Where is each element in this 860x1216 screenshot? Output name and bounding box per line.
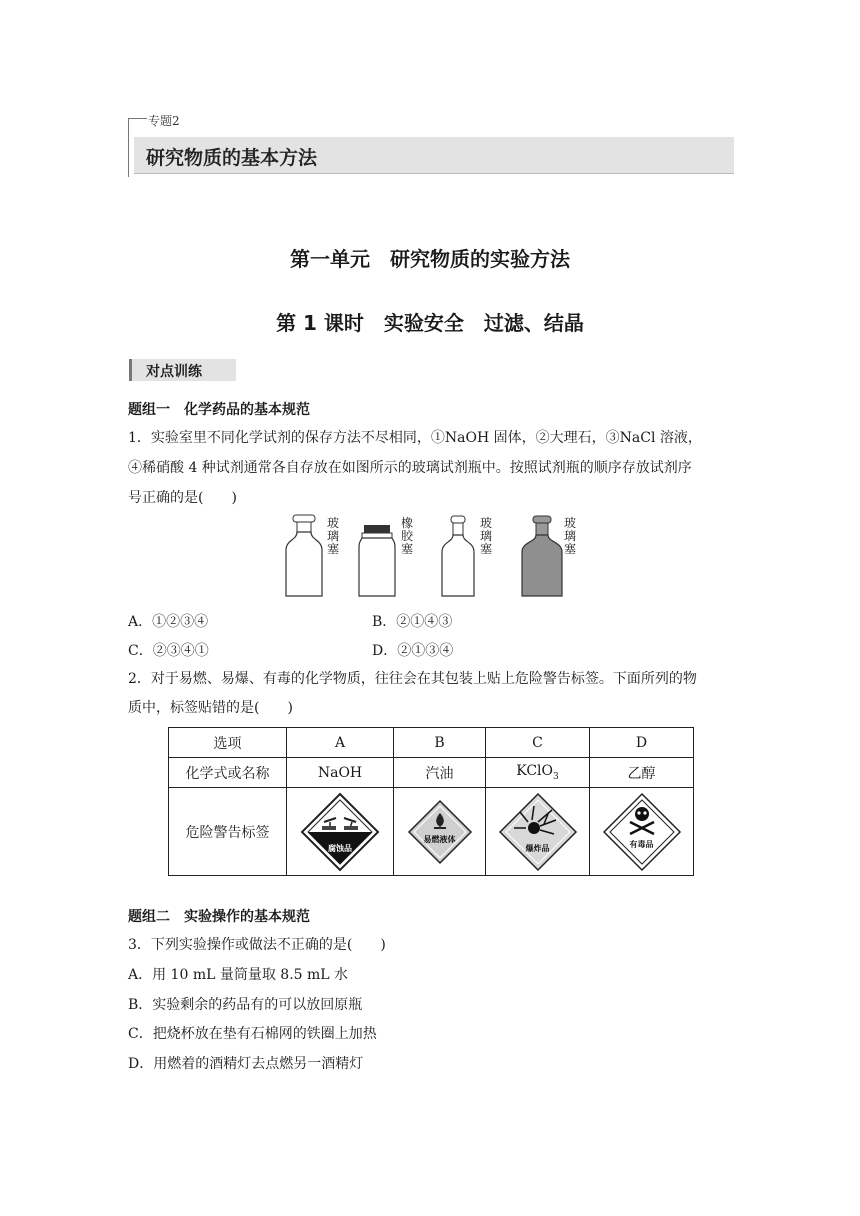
- explosive-diamond-icon: [498, 792, 578, 872]
- col-a: A: [287, 728, 394, 758]
- row-header-option: 选项: [169, 728, 287, 758]
- bottle-2-label: 橡胶塞: [400, 516, 413, 556]
- q1-line-3: 号正确的是( ): [128, 490, 237, 506]
- q1-option-d: D．②①③④: [372, 643, 454, 659]
- label-d-text: 有毒品: [629, 839, 654, 849]
- q2-line-1: 2．对于易燃、易爆、有毒的化学物质，往往会在其包装上贴上危险警告标签。下面所列的物: [128, 671, 697, 687]
- q3-option-d: D．用燃着的酒精灯去点燃另一酒精灯: [128, 1056, 364, 1072]
- col-b: B: [394, 728, 486, 758]
- label-c: [486, 788, 590, 876]
- unit-title: 第一单元 研究物质的实验方法: [290, 247, 570, 271]
- label-a: [287, 788, 394, 876]
- toxic-diamond-icon: [602, 792, 682, 872]
- name-c-formula: KClO: [516, 763, 553, 780]
- q3-option-b: B．实验剩余的药品有的可以放回原瓶: [128, 997, 363, 1013]
- bottle-2-icon: [359, 525, 395, 596]
- q3-option-c: C．把烧杯放在垫有石棉网的铁圈上加热: [128, 1026, 377, 1042]
- name-d: 乙醇: [590, 758, 694, 788]
- q2-line-2: 质中，标签贴错的是( ): [128, 700, 293, 716]
- q1-option-a: A．①②③④: [128, 614, 209, 630]
- name-a: NaOH: [287, 758, 394, 788]
- group-heading-2: 题组二 实验操作的基本规范: [128, 909, 310, 925]
- col-d: D: [590, 728, 694, 758]
- label-a-text: 腐蚀品: [328, 843, 352, 853]
- q1-line-1: 1．实验室里不同化学试剂的保存方法不尽相同，①NaOH 固体，②大理石，③NaCl 溶液，: [128, 430, 702, 446]
- bottle-4-icon: [522, 516, 562, 596]
- warning-label-table: [168, 727, 694, 876]
- topic-label: 专题2: [148, 114, 180, 128]
- lesson-title: 第 1 课时 实验安全 过滤、结晶: [276, 311, 584, 335]
- bottle-3-label: 玻璃塞: [479, 516, 492, 556]
- name-b: 汽油: [394, 758, 486, 788]
- section-label: 对点训练: [146, 364, 202, 380]
- q1-option-b: B．②①④③: [372, 614, 453, 630]
- corrosive-diamond-icon: [300, 792, 380, 872]
- bottle-1-label: 玻璃塞: [326, 516, 339, 556]
- topic-title: 研究物质的基本方法: [146, 147, 318, 169]
- name-c: [486, 758, 590, 788]
- q1-line-2: ④稀硝酸 4 种试剂通常各自存放在如图所示的玻璃试剂瓶中。按照试剂瓶的顺序存放试剂序: [128, 460, 692, 476]
- flammable-diamond-icon: [407, 799, 473, 865]
- bottle-3-icon: [442, 516, 474, 596]
- bottle-4-label: 玻璃塞: [563, 516, 576, 556]
- group-heading-1: 题组一 化学药品的基本规范: [128, 402, 310, 418]
- q3-option-a: A．用 10 mL 量筒量取 8.5 mL 水: [128, 967, 349, 983]
- name-c-subscript: 3: [553, 771, 559, 782]
- q3-stem: 3．下列实验操作或做法不正确的是( ): [128, 937, 386, 953]
- label-c-text: 爆炸品: [525, 843, 550, 853]
- q1-option-c: C．②③④①: [128, 643, 209, 659]
- bottle-1-icon: [286, 515, 322, 596]
- row-header-name: 化学式或名称: [169, 758, 287, 788]
- label-b-text: 易燃液体: [423, 834, 456, 844]
- row-header-label: 危险警告标签: [169, 788, 287, 876]
- label-b: [394, 788, 486, 876]
- col-c: C: [486, 728, 590, 758]
- label-d: [590, 788, 694, 876]
